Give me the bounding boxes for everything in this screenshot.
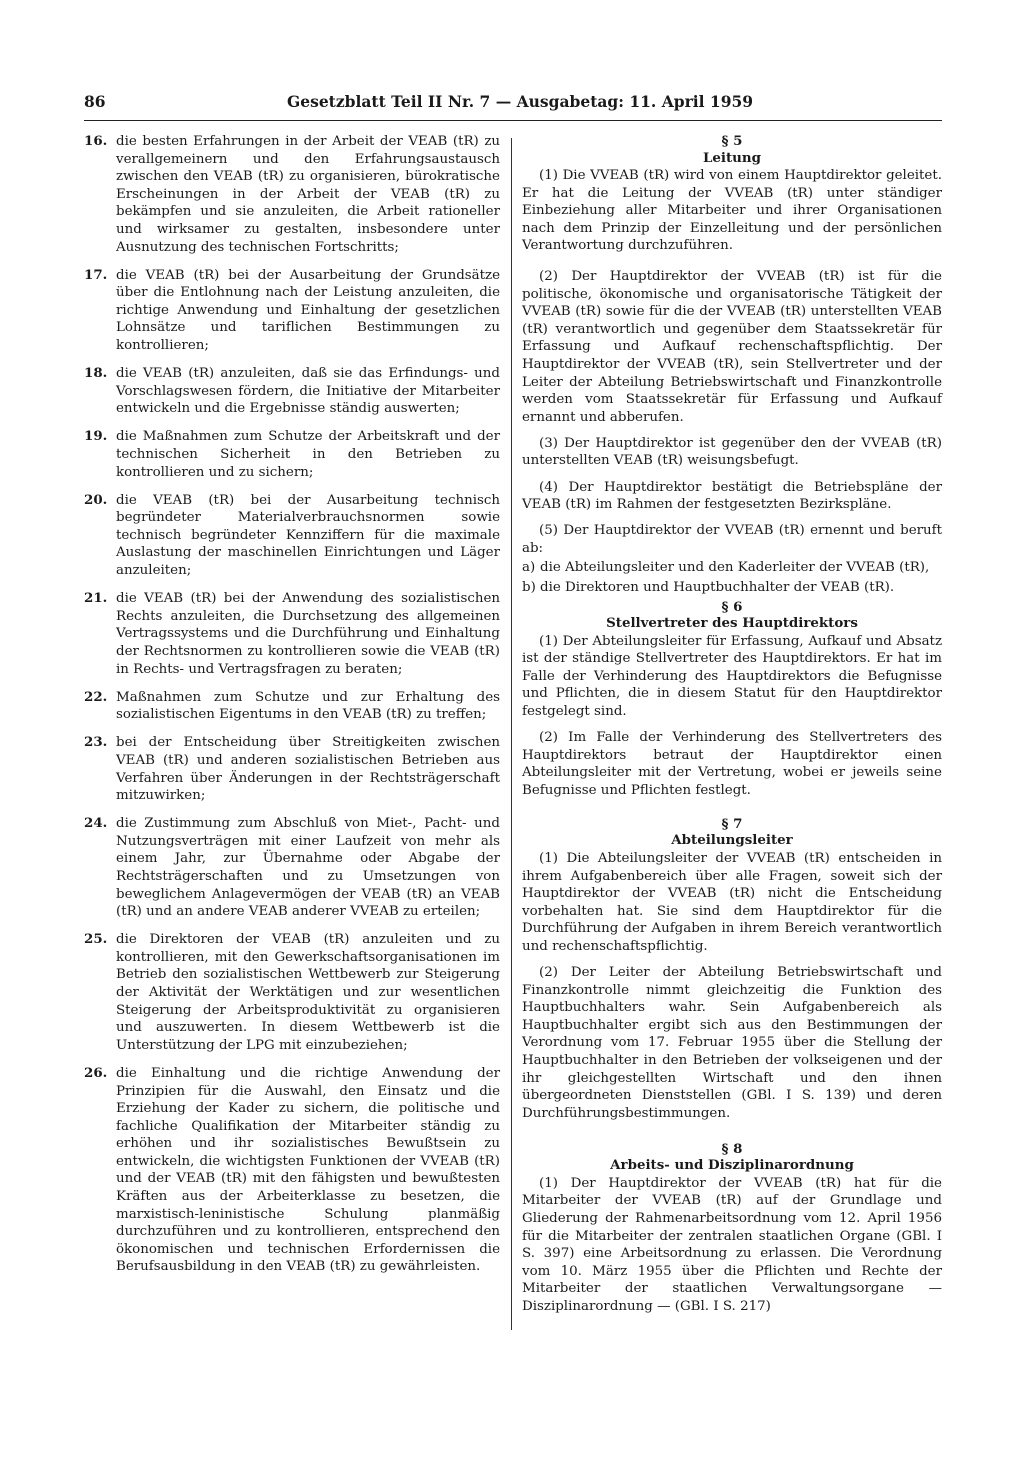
column-divider: [511, 138, 512, 1330]
header-rule: [84, 120, 942, 121]
paragraph: (2) Der Hauptdirektor der VVEAB (tR) ist für die politische, ökonomische und organisatorische Tätigkeit der VVEAB (tR) sowie für die der VVEAB (tR) unterstellten VEAB (tR) verantwortlich und gegenüber dem Staatssekretär für Erfassung und Aufkauf rechenschaftspflichtig. Der Hauptdirektor der VVEAB (tR), sein Stellvertreter und der Leiter der Abteilung Betriebswirtschaft und Finanzkontrolle werden vom Staatssekretär für Erfassung und Aufkauf ernannt und abberufen.: [522, 268, 942, 425]
list-item: [84, 267, 500, 355]
paragraph: (1) Der Hauptdirektor der VVEAB (tR) hat für die Mitarbeiter der VVEAB (tR) auf der Grundlage und Gliederung der Rahmenarbeitsordnung vom 12. April 1956 für die Mitarbeiter der zentralen staatlichen Organe (GBl. I S. 397) eine Arbeitsordnung zu erlassen. Die Verordnung vom 10. März 1955 über die Pflichten und Rechte der Mitarbeiter der staatlichen Verwaltungsorgane — Disziplinarordnung — (GBl. I S. 217): [522, 1175, 942, 1314]
item-text: die Maßnahmen zum Schutze der Arbeitskraft und der technischen Sicherheit in den Betrieben zu kontrollieren und zu sichern;: [116, 429, 500, 480]
item-text: die Zustimmung zum Abschluß von Miet-, Pacht- und Nutzungsverträgen mit einer Laufzeit von mehr als einem Jahr, zur Übernahme oder Abgabe der Rechtsträgerschaften und zu Umsetzungen von beweglichem Anlagevermögen der VEAB (tR) an VEAB (tR) und an andere VEAB anderer VVEAB zu erteilen;: [116, 816, 500, 920]
paragraph: (2) Im Falle der Verhinderung des Stellvertreters des Hauptdirektors betraut der Hauptdirektor einen Abteilungsleiter mit der Vertretung, wobei er jeweils seine Befugnisse und Pflichten festlegt.: [522, 730, 942, 798]
list-item: [84, 428, 500, 481]
item-text: die VEAB (tR) bei der Ausarbeitung technisch begründeter Materialverbrauchsnormen sowie technisch begründeter Kennziffern für die maximale Auslastung der maschinellen Einrichtungen und Läger anzuleiten;: [116, 492, 500, 579]
spacer: [522, 1131, 942, 1141]
list-item: [84, 1065, 500, 1276]
item-number: 20.: [84, 491, 108, 508]
left-column: [84, 133, 500, 1287]
list-item: [84, 734, 500, 804]
paragraph: (3) Der Hauptdirektor ist gegenüber den der VVEAB (tR) unterstellten VEAB (tR) weisungsbefugt.: [522, 435, 942, 469]
item-text: die VEAB (tR) bei der Anwendung des sozialistischen Rechts anzuleiten, die Durchsetzung des allgemeinen Vertragssystems und die Durchführung und Einhaltung der Rechtsnormen zu kontrollieren sowie die VEAB (tR) in Rechts- und Vertragsfragen zu beraten;: [116, 591, 500, 677]
item-text: bei der Entscheidung über Streitigkeiten zwischen VEAB (tR) und anderen sozialistischen Betrieben aus Verfahren über Änderungen in der Rechtsträgerschaft mitzuwirken;: [116, 735, 500, 804]
item-number: 23.: [84, 734, 108, 751]
list-item: [84, 689, 500, 724]
section-number: § 7: [721, 815, 743, 832]
section-number: § 6: [721, 598, 743, 615]
section-title: Stellvertreter des Hauptdirektors: [606, 615, 858, 632]
paragraph: (1) Die VVEAB (tR) wird von einem Hauptdirektor geleitet. Er hat die Leitung der VVEAB (tR) unter ständiger Einbeziehung aller Mitarbeiter und ihrer Organisationen nach dem Prinzip der Einzelleitung und der persönlichen Verantwortung durchzuführen.: [522, 168, 942, 254]
list-item: [84, 365, 500, 418]
section-title: Leitung: [702, 149, 762, 166]
paragraph: (1) Der Abteilungsleiter für Erfassung, Aufkauf und Absatz ist der ständige Stellvertreter des Hauptdirektors. Er hat im Falle der Verhinderung des Hauptdirektors die Befugnisse und Pflichten, die in diesem Statut für den Hauptdirektor festgelegt sind.: [522, 633, 942, 719]
item-text: die besten Erfahrungen in der Arbeit der VEAB (tR) zu verallgemeinern und den Erfahrungsaustausch zwischen den VEAB (tR) zu organisieren, bürokratische Erscheinungen in der Arbeit der VEAB (tR) zu bekämpfen und sie anzuleiten, die Arbeit rationeller und wirksamer zu gestalten, insbesondere unter Ausnutzung des technischen Fortschritts;: [116, 134, 500, 255]
list-item: [84, 815, 500, 921]
sublist-item: [522, 579, 942, 597]
item-number: 25.: [84, 931, 108, 948]
sublist-text: die Abteilungsleiter und den Kaderleiter der VVEAB (tR),: [540, 560, 930, 576]
page-header: [84, 92, 942, 114]
sublist-mark: b): [522, 579, 536, 595]
spacer: [522, 808, 942, 816]
list-item: [84, 133, 500, 256]
item-number: 18.: [84, 365, 108, 382]
paragraph: (1) Die Abteilungsleiter der VVEAB (tR) entscheiden in ihrem Aufgabenbereich über alle Fragen, soweit sich der Hauptdirektor der VVEAB (tR) nicht die Entscheidung vorbehalten hat. Sie sind dem Hauptdirektor für die Durchführung der Aufgaben in ihrem Bereich verantwortlich und rechenschaftspflichtig.: [522, 850, 942, 954]
section-number: § 8: [721, 1140, 743, 1157]
sublist-text: die Direktoren und Hauptbuchhalter der VEAB (tR).: [540, 579, 895, 595]
paragraph: (4) Der Hauptdirektor bestätigt die Betriebspläne der VEAB (tR) im Rahmen der festgesetzten Bezirkspläne.: [522, 479, 942, 513]
item-text: Maßnahmen zum Schutze und zur Erhaltung des sozialistischen Eigentums in den VEAB (tR) zu treffen;: [116, 689, 500, 723]
item-text: die VEAB (tR) anzuleiten, daß sie das Erfindungs- und Vorschlagswesen fördern, die Initiative der Mitarbeiter entwickeln und die Ergebnisse ständig auswerten;: [116, 366, 500, 417]
item-number: 17.: [84, 266, 108, 283]
paragraph: (2) Der Leiter der Abteilung Betriebswirtschaft und Finanzkontrolle nimmt gleichzeitig die Funktion des Hauptbuchhalters wahr. Sein Aufgabenbereich als Hauptbuchhalter ergibt sich aus den Bestimmungen der Verordnung vom 17. Februar 1955 über die Stellung der Hauptbuchhalter in den Betrieben der volkseigenen und der ihr gleichgestellten Wirtschaft und den ihnen übergeordneten Dienststellen (GBl. I S. 139) und deren Durchführungsbestimmungen.: [522, 964, 942, 1121]
page-number: 86: [84, 92, 106, 111]
item-number: 19.: [84, 428, 108, 445]
sublist-item: [522, 559, 942, 577]
section-number: § 5: [721, 133, 743, 149]
section-title: Arbeits- und Disziplinarordnung: [610, 1157, 854, 1174]
item-number: 21.: [84, 590, 108, 607]
list-item: [84, 931, 500, 1054]
paragraph: (5) Der Hauptdirektor der VVEAB (tR) ernennt und beruft ab:: [522, 523, 942, 556]
right-column: [522, 133, 942, 1324]
running-title: Gesetzblatt Teil II Nr. 7 — Ausgabetag: 11. April 1959: [287, 92, 754, 111]
item-text: die VEAB (tR) bei der Ausarbeitung der Grundsätze über die Entlohnung nach der Leistung anzuleiten, die richtige Anwendung und Einhaltung der gesetzlichen Lohnsätze und tariflichen Bestimmungen zu kontrollieren;: [116, 267, 500, 354]
item-text: die Einhaltung und die richtige Anwendung der Prinzipien für die Auswahl, den Einsatz und die Erziehung der Kader zu sichern, die politische und fachliche Qualifikation der Mitarbeiter ständig zu erhöhen und ihr sozialistisches Bewußtsein zu entwickeln, die wichtigsten Funktionen der VVEAB (tR) und der VEAB (tR) mit den fähigsten und bewußtesten Kräften aus der Arbeiterklasse zu besetzen, die marxistisch-leninistische Schulung planmäßig durchzuführen und zu kontrollieren, entsprechend den ökonomischen und technischen Erfordernissen die Berufsausbildung in den VEAB (tR) zu gewährleisten.: [116, 1065, 500, 1275]
item-number: 22.: [84, 688, 108, 705]
item-number: 16.: [84, 133, 108, 149]
sublist-mark: a): [522, 560, 536, 576]
item-number: 26.: [84, 1064, 108, 1081]
item-text: die Direktoren der VEAB (tR) anzuleiten und zu kontrollieren, mit den Gewerkschaftsorganisationen im Betrieb den sozialistischen Wettbewerb zur Steigerung der Aktivität der Werktätigen und zur wesentlichen Steigerung der Arbeitsproduktivität zu organisieren und auszuwerten. In diesem Wettbewerb ist die Unterstützung der LPG mit einzubeziehen;: [116, 932, 500, 1053]
section-title: Abteilungsleiter: [671, 832, 793, 849]
list-item: [84, 492, 500, 580]
list-item: [84, 590, 500, 678]
item-number: 24.: [84, 815, 108, 832]
